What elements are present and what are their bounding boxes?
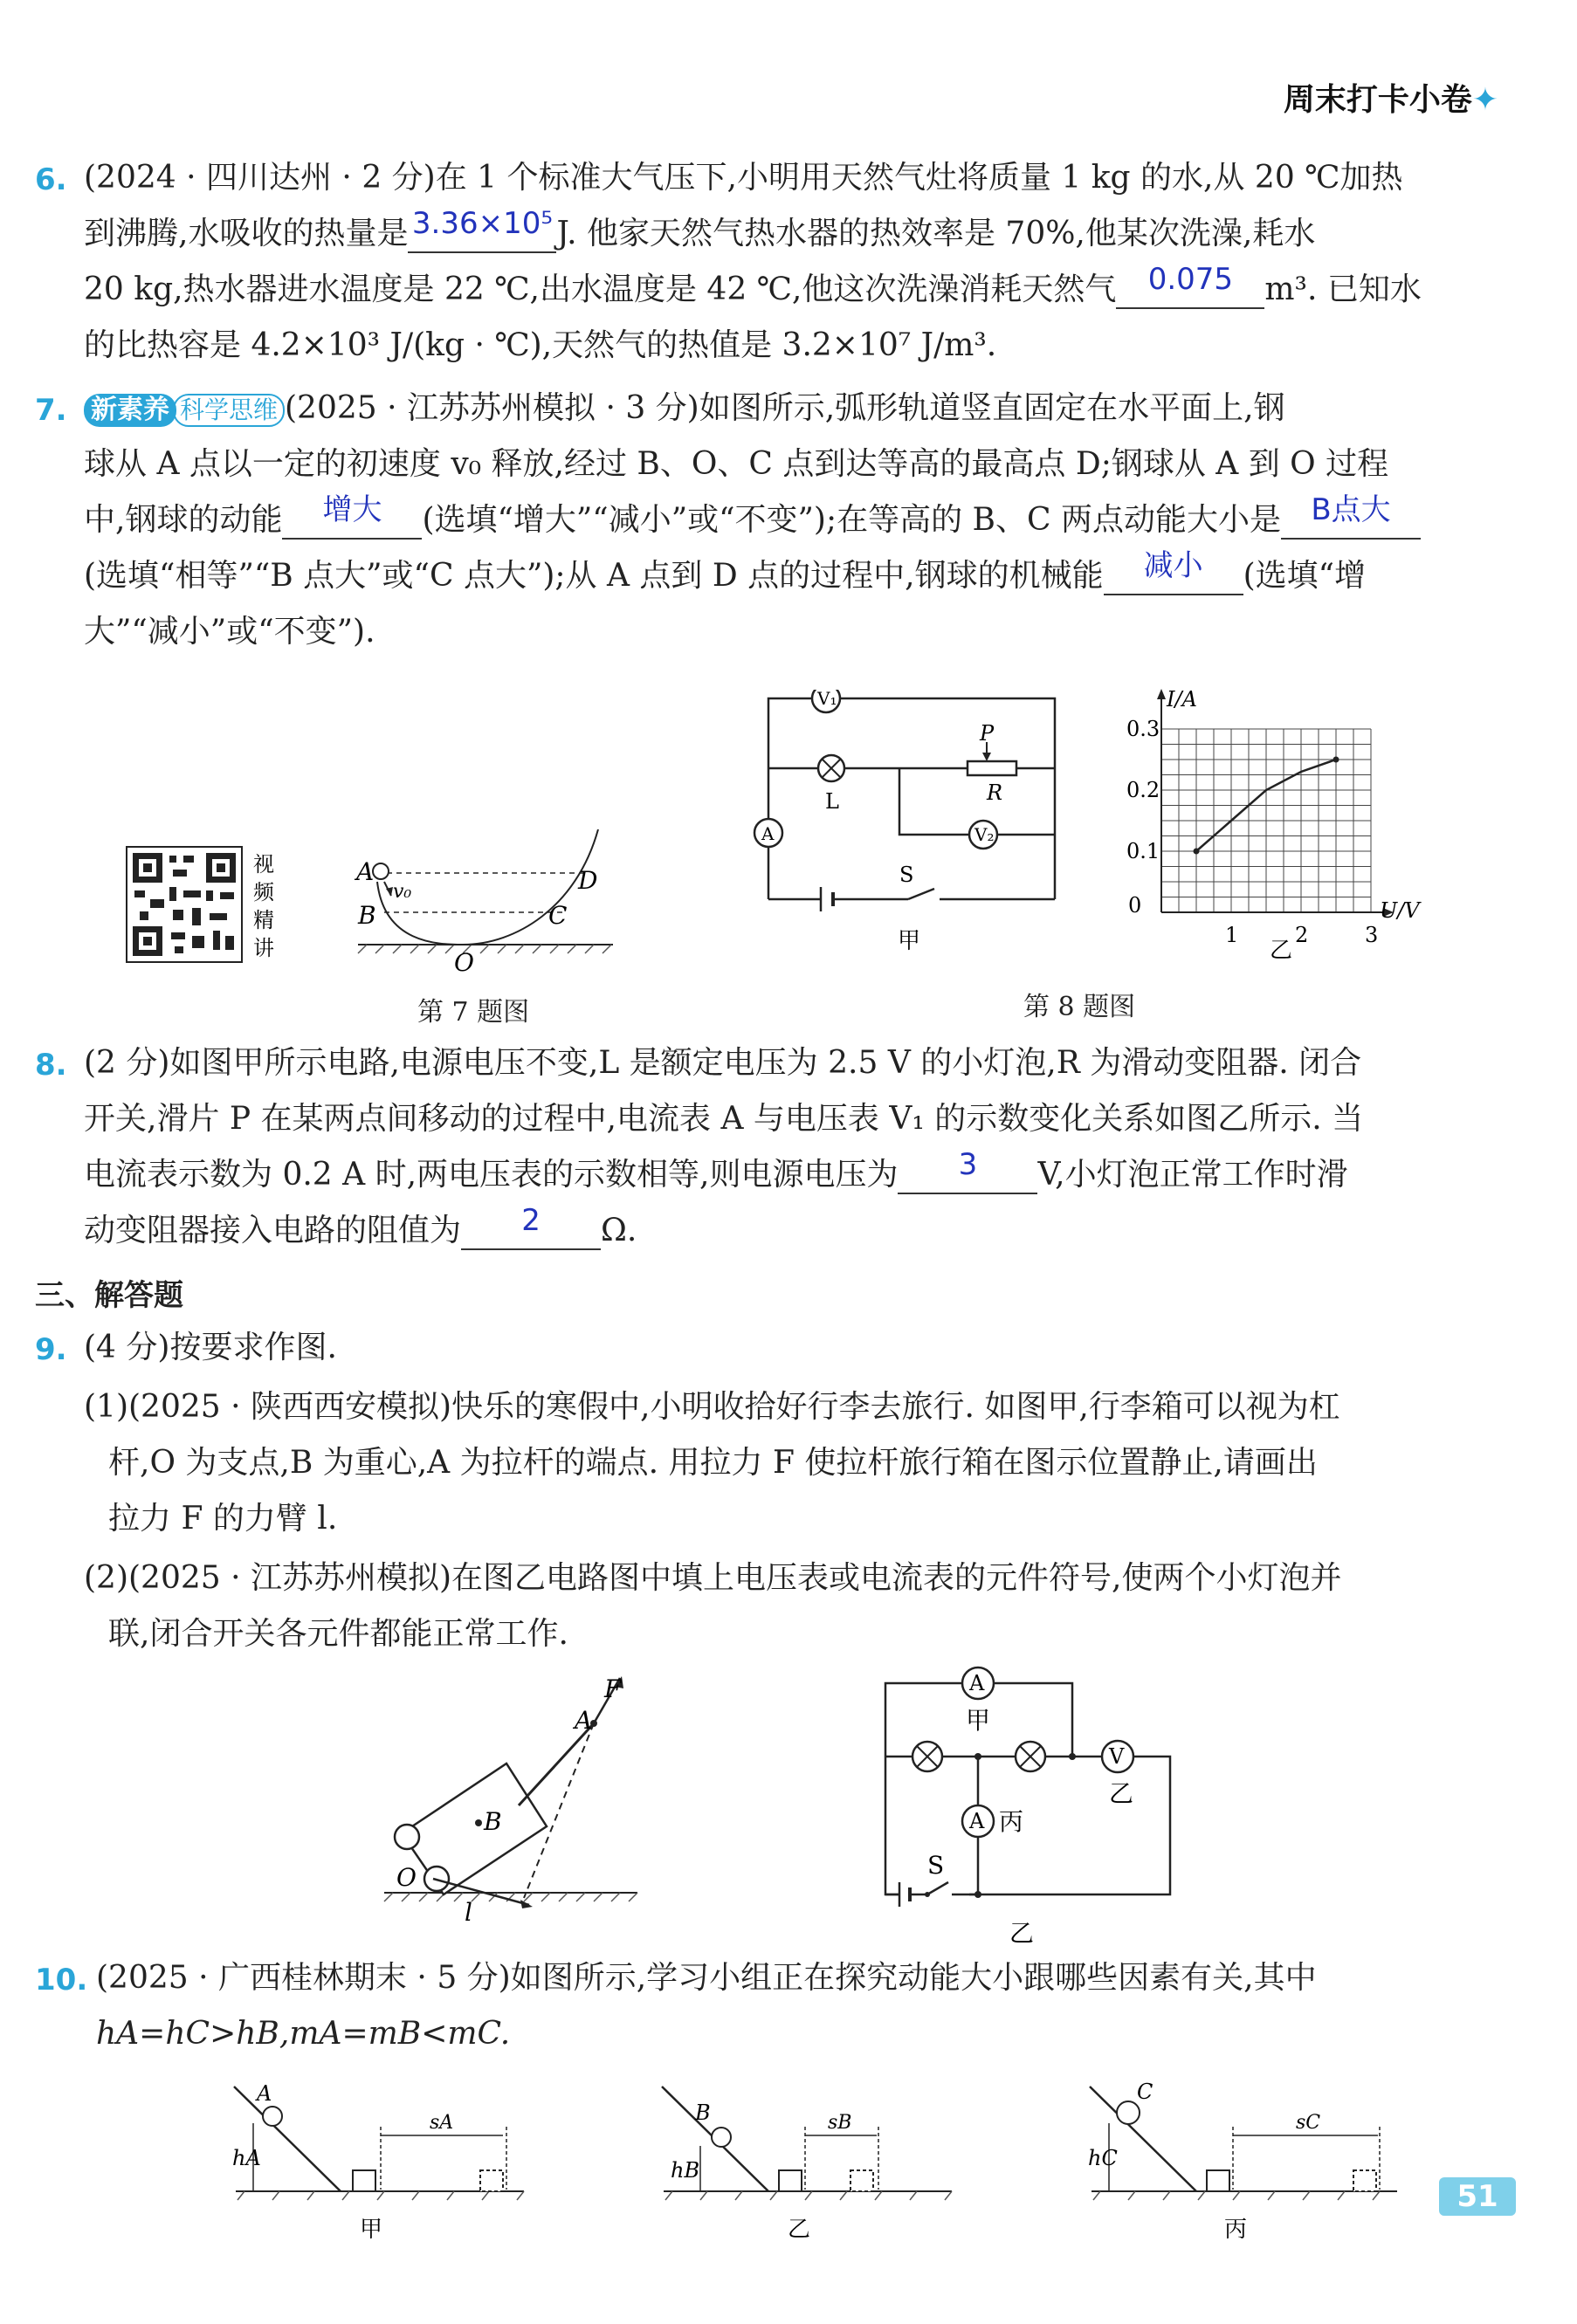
q6-blank2[interactable] — [1116, 262, 1264, 309]
q8-answer1: 3 — [958, 1147, 978, 1182]
q7-line3 — [84, 492, 1421, 540]
qr-code[interactable] — [127, 847, 242, 962]
q10-line1: (2025 · 广西桂林期末 · 5 分)如图所示,学习小组正在探究动能大小跟哪些因素有关,其中 — [96, 1960, 1317, 1996]
y-tick-label: 0.3 — [1126, 717, 1160, 741]
switch-label: S — [899, 863, 914, 887]
q7-line1-text: (2025 · 江苏苏州模拟 · 3 分)如图所示,弧形轨道竖直固定在水平面上,钢 — [285, 390, 1285, 426]
header-title-text: 周末打卡小卷 — [1283, 82, 1472, 118]
label-l: l — [465, 1898, 472, 1927]
lamp-label: L — [825, 789, 839, 814]
graph-grid — [1161, 729, 1371, 912]
label-A-point: A — [575, 1706, 593, 1735]
q8-answer2: 2 — [521, 1203, 541, 1238]
q8-blank2[interactable] — [461, 1203, 601, 1250]
label-F: F — [604, 1676, 622, 1703]
q7-line2: 球从 A 点以一定的初速度 v₀ 释放,经过 B、O、C 点到达等高的最高点 D;钢球从 A 到 O 过程 — [84, 446, 1389, 482]
q7-answer1: 增大 — [322, 492, 382, 527]
y-tick-label: 0.2 — [1126, 778, 1160, 802]
label-A: A — [356, 857, 375, 886]
lamp-right — [1016, 1742, 1045, 1771]
q8-line3 — [84, 1147, 1348, 1194]
q6-line2-a: 到沸腾,水吸收的热量是 — [84, 216, 409, 251]
graph-name: 乙 — [1270, 938, 1293, 964]
height-label-hC: hC — [1088, 2146, 1118, 2170]
center-of-gravity — [475, 1819, 482, 1826]
battery — [821, 887, 833, 911]
label-B-point: B — [484, 1807, 502, 1836]
y-axis-arrow — [1157, 689, 1166, 699]
x-tick-label: 1 — [1225, 923, 1239, 947]
q8-line3-a: 电流表示数为 0.2 A 时,两电压表的示数相等,则电源电压为 — [84, 1157, 899, 1193]
figure-8-graph — [1126, 685, 1458, 965]
figure-10-yi — [655, 2078, 961, 2244]
page-number: 51 — [1439, 2177, 1516, 2216]
q7-line4-a: (选填“相等”“B 点大”或“C 点大”);从 A 点到 D 点的过程中,钢球的机械能 — [84, 558, 1104, 594]
x-tick-0: 0 — [1128, 893, 1142, 918]
figure-7 — [122, 829, 629, 1021]
ball-label-C: C — [1137, 2080, 1153, 2104]
qr-label-1: 视 — [253, 852, 274, 877]
lamp-L — [818, 755, 844, 814]
q7-blank2[interactable] — [1281, 492, 1421, 540]
q6-answer1: 3.36×10⁵ — [411, 206, 553, 241]
q6-number: 6. — [35, 162, 67, 197]
label-v0: v₀ — [393, 881, 412, 903]
q7-line1 — [84, 389, 1285, 428]
distance-label-sA: sA — [430, 2112, 454, 2134]
meter-V-yi-symbol: V — [1109, 1744, 1125, 1769]
label-O-point: O — [396, 1863, 417, 1892]
fig8-caption: 第 8 题图 — [1023, 992, 1136, 1022]
x-tick-label: 3 — [1365, 923, 1379, 947]
distance-label-sC: sC — [1296, 2112, 1321, 2134]
q7-line4 — [84, 548, 1367, 595]
voltmeter-v1 — [812, 690, 840, 712]
figure-8-circuit — [733, 690, 1083, 952]
x-axis-label: U/V — [1380, 898, 1420, 923]
qr-label-2: 频 — [253, 880, 274, 904]
meter-V-yi — [1102, 1741, 1133, 1772]
q6-line1: (2024 · 四川达州 · 2 分)在 1 个标准大气压下,小明用天然气灶将质量 1 kg 的水,从 20 ℃加热 — [84, 160, 1403, 196]
q8-number: 8. — [35, 1048, 67, 1083]
star-icon: ✦ — [1471, 82, 1498, 118]
label-C: C — [548, 901, 568, 930]
q8-line3-b: V,小灯泡正常工作时滑 — [1037, 1157, 1348, 1193]
tag-scientific-thinking: 科学思维 — [173, 394, 285, 427]
meter-yi-label: 乙 — [1109, 1779, 1134, 1808]
q7-blank1[interactable] — [282, 492, 422, 540]
voltmeter-v2 — [969, 821, 997, 849]
x-ticks — [1225, 923, 1378, 947]
meter-A-bing — [962, 1805, 994, 1837]
label-O: O — [454, 948, 474, 977]
slider-label: P — [980, 721, 995, 746]
q7-answer3: 减小 — [1143, 548, 1203, 583]
circuit-name: 甲 — [898, 928, 921, 952]
q7-blank3[interactable] — [1104, 548, 1243, 595]
lamp-left — [912, 1742, 942, 1771]
data-point — [1194, 849, 1200, 855]
label-D: D — [578, 866, 598, 895]
figure-10-jia — [227, 2078, 533, 2244]
figure-9-suitcase — [375, 1676, 664, 1929]
q10-line2: hA=hC>hB,mA=mB<mC. — [96, 2016, 511, 2052]
q7-answer2: B点大 — [1311, 492, 1391, 527]
figure-10-bing — [1083, 2078, 1406, 2244]
q9-p1-line1: (1)(2025 · 陕西西安模拟)快乐的寒假中,小明收拾好行李去旅行. 如图甲,行李箱可以视为杠 — [84, 1389, 1340, 1425]
q9-p1-line2: 杆,O 为支点,B 为重心,A 为拉杆的端点. 用拉力 F 使拉杆旅行箱在图示位置静止,请画出 — [108, 1445, 1318, 1481]
ball-label-B: B — [695, 2101, 711, 2125]
ball-label-A: A — [257, 2081, 272, 2106]
section-title: 三、解答题 — [35, 1278, 183, 1313]
q6-line2 — [84, 206, 1316, 253]
qr-label-3: 精 — [253, 908, 274, 932]
suitcase-body — [402, 1764, 547, 1894]
q9-number: 9. — [35, 1332, 67, 1367]
label-B: B — [358, 901, 376, 930]
q10-number: 10. — [35, 1963, 88, 1997]
q6-answer2: 0.075 — [1147, 262, 1234, 297]
y-tick-label: 0.1 — [1126, 839, 1160, 863]
q9-p2-line2: 联,闭合开关各元件都能正常工作. — [108, 1616, 568, 1652]
meter-A-bing-symbol: A — [969, 1809, 985, 1833]
meter-A-jia — [962, 1667, 994, 1699]
header-title — [1284, 75, 1498, 120]
q7-line5: 大”“减小”或“不变”). — [84, 614, 375, 650]
v1-label: V₁ — [817, 690, 837, 709]
q6-blank1[interactable] — [408, 206, 556, 253]
fig7-caption: 第 7 题图 — [417, 997, 530, 1028]
v2-label: V₂ — [974, 824, 995, 845]
meter-bing-label: 丙 — [999, 1807, 1024, 1836]
y-axis-label: I/A — [1167, 687, 1197, 712]
switch-S-label: S — [927, 1851, 945, 1880]
q6-line2-b: J. 他家天然气热水器的热效率是 70%,他某次洗澡,耗水 — [556, 216, 1316, 251]
tag-new-literacy: 新素养 — [84, 394, 176, 427]
q6-line4: 的比热容是 4.2×10³ J/(kg · ℃),天然气的热值是 3.2×10⁷ J/m³. — [84, 327, 997, 363]
q8-line4-a: 动变阻器接入电路的阻值为 — [84, 1213, 462, 1248]
suitcase-wheel-top — [395, 1825, 419, 1849]
q8-line1: (2 分)如图甲所示电路,电源电压不变,L 是额定电压为 2.5 V 的小灯泡,R 为滑动变阻器. 闭合 — [84, 1045, 1362, 1081]
y-ticks — [1126, 717, 1160, 863]
circuit-yi-name: 乙 — [1009, 1919, 1035, 1947]
fig-name-jia: 甲 — [360, 2217, 383, 2243]
q9-p2-line1: (2)(2025 · 江苏苏州模拟)在图乙电路图中填上电压表或电流表的元件符号,使两个小灯泡并 — [84, 1560, 1342, 1596]
fig-name-yi: 乙 — [788, 2217, 811, 2243]
q6-line3-b: m³. 已知水 — [1264, 272, 1422, 307]
q7-number: 7. — [35, 393, 67, 428]
height-label-hA: hA — [232, 2146, 261, 2170]
q8-line4-b: Ω. — [601, 1213, 637, 1248]
height-label-hB: hB — [671, 2158, 700, 2183]
qr-label-4: 讲 — [253, 936, 274, 960]
q9-p1-line3: 拉力 F 的力臂 l. — [108, 1501, 338, 1537]
figure-9-circuit — [864, 1659, 1196, 1947]
ammeter-label: A — [761, 823, 775, 844]
q6-line3 — [84, 262, 1422, 309]
q6-line3-a: 20 kg,热水器进水温度是 22 ℃,出水温度是 42 ℃,他这次洗澡消耗天然气 — [84, 272, 1117, 307]
meter-A-jia-symbol: A — [969, 1671, 985, 1695]
rheostat-label: R — [987, 780, 1003, 805]
q7-line3-b: (选填“增大”“减小”或“不变”);在等高的 B、C 两点动能大小是 — [422, 502, 1281, 538]
q8-line2: 开关,滑片 P 在某两点间移动的过程中,电流表 A 与电压表 V₁ 的示数变化关系如图乙所示. 当 — [84, 1101, 1364, 1137]
fig-name-bing: 丙 — [1224, 2217, 1248, 2243]
q7-line3-a: 中,钢球的动能 — [84, 502, 283, 538]
x-tick-label: 2 — [1295, 923, 1309, 947]
pull-rod — [519, 1723, 594, 1805]
data-point — [1333, 757, 1339, 763]
q7-line4-b: (选填“增 — [1243, 558, 1367, 594]
q8-line4 — [84, 1203, 637, 1250]
distance-label-sB: sB — [828, 2112, 852, 2134]
q8-blank1[interactable] — [898, 1147, 1037, 1194]
meter-jia-label: 甲 — [966, 1706, 991, 1735]
ammeter-A — [754, 819, 782, 847]
q9-line1: (4 分)按要求作图. — [84, 1330, 337, 1365]
